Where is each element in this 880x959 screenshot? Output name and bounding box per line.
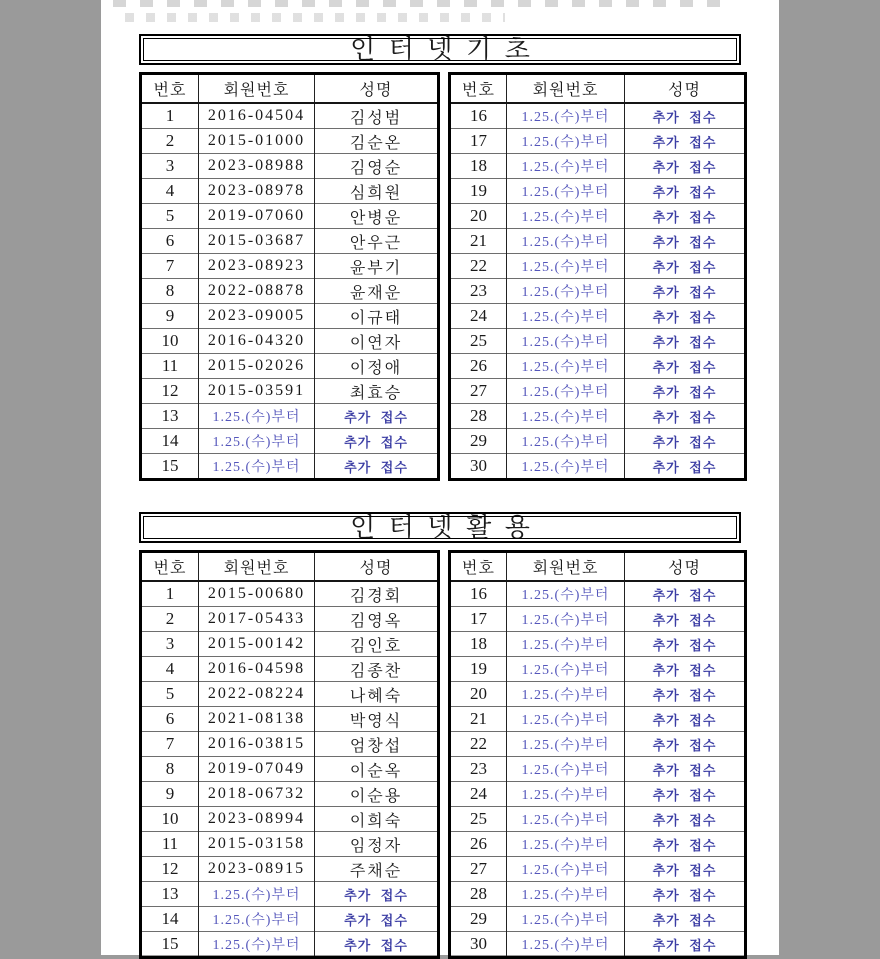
extra-registration-label-cell: 추가 접수: [625, 304, 746, 329]
member-number-cell: 2016-04504: [199, 103, 315, 129]
table-row: [141, 782, 439, 807]
row-number-cell: 5: [141, 204, 199, 229]
col-header-name: 성명: [315, 552, 439, 582]
table-row: [450, 129, 746, 154]
row-number-cell: 17: [450, 129, 507, 154]
member-name-cell: 박영식: [315, 707, 439, 732]
table-row: [141, 429, 439, 454]
extra-registration-label-cell: 추가 접수: [625, 832, 746, 857]
table-row: [450, 354, 746, 379]
extra-registration-date-cell: 1.25.(수)부터: [507, 279, 625, 304]
roster-grid: [139, 550, 741, 959]
extra-registration-date-cell: 1.25.(수)부터: [507, 607, 625, 632]
row-number-cell: 21: [450, 707, 507, 732]
extra-registration-date-cell: 1.25.(수)부터: [507, 404, 625, 429]
table-row: [450, 857, 746, 882]
row-number-cell: 30: [450, 454, 507, 480]
table-row: [450, 707, 746, 732]
row-number-cell: 10: [141, 807, 199, 832]
table-row: [141, 179, 439, 204]
table-row: [141, 454, 439, 480]
member-name-cell: 김성범: [315, 103, 439, 129]
table-title-internet-basics: 인터넷기초: [139, 34, 741, 65]
extra-registration-label-cell: 추가 접수: [625, 757, 746, 782]
member-number-cell: 2015-01000: [199, 129, 315, 154]
col-header-name: 성명: [625, 552, 746, 582]
table-row: [450, 607, 746, 632]
member-name-cell: 이순용: [315, 782, 439, 807]
table-row: [141, 354, 439, 379]
row-number-cell: 13: [141, 404, 199, 429]
extra-registration-date-cell: 1.25.(수)부터: [199, 907, 315, 932]
extra-registration-date-cell: 1.25.(수)부터: [507, 154, 625, 179]
member-number-cell: 2022-08224: [199, 682, 315, 707]
table-row: [450, 404, 746, 429]
extra-registration-label-cell: 추가 접수: [625, 329, 746, 354]
extra-registration-date-cell: 1.25.(수)부터: [507, 932, 625, 958]
row-number-cell: 14: [141, 907, 199, 932]
row-number-cell: 8: [141, 757, 199, 782]
member-number-cell: 2018-06732: [199, 782, 315, 807]
table-row: [450, 279, 746, 304]
row-number-cell: 11: [141, 832, 199, 857]
table-row: [450, 757, 746, 782]
extra-registration-date-cell: 1.25.(수)부터: [199, 404, 315, 429]
extra-registration-label-cell: 추가 접수: [625, 204, 746, 229]
col-header-number: 번호: [141, 74, 199, 104]
table-row: [450, 454, 746, 480]
member-name-cell: 김경회: [315, 581, 439, 607]
member-number-cell: 2019-07060: [199, 204, 315, 229]
table-title-internet-applications: 인터넷활용: [139, 512, 741, 543]
table-row: [450, 832, 746, 857]
section-internet-applications: [101, 481, 779, 959]
row-number-cell: 25: [450, 807, 507, 832]
row-number-cell: 26: [450, 354, 507, 379]
col-header-name: 성명: [315, 74, 439, 104]
extra-registration-date-cell: 1.25.(수)부터: [507, 757, 625, 782]
extra-registration-date-cell: 1.25.(수)부터: [507, 682, 625, 707]
member-number-cell: 2023-09005: [199, 304, 315, 329]
row-number-cell: 15: [141, 932, 199, 958]
table-row: [141, 404, 439, 429]
row-number-cell: 8: [141, 279, 199, 304]
table-row: [450, 429, 746, 454]
row-number-cell: 30: [450, 932, 507, 958]
extra-registration-date-cell: 1.25.(수)부터: [507, 103, 625, 129]
table-row: [450, 179, 746, 204]
table-row: [141, 154, 439, 179]
row-number-cell: 1: [141, 581, 199, 607]
table-row: [450, 254, 746, 279]
extra-registration-date-cell: 1.25.(수)부터: [507, 179, 625, 204]
table-row: [450, 103, 746, 129]
extra-registration-label-cell: 추가 접수: [625, 454, 746, 480]
member-number-cell: 2023-08994: [199, 807, 315, 832]
member-name-cell: 안병운: [315, 204, 439, 229]
member-name-cell: 김순온: [315, 129, 439, 154]
extra-registration-label-cell: 추가 접수: [625, 907, 746, 932]
roster-table-right: [448, 550, 747, 959]
extra-registration-label-cell: 추가 접수: [625, 632, 746, 657]
member-name-cell: 주채순: [315, 857, 439, 882]
row-number-cell: 15: [141, 454, 199, 480]
extra-registration-label-cell: 추가 접수: [625, 179, 746, 204]
table-row: [141, 204, 439, 229]
row-number-cell: 6: [141, 707, 199, 732]
row-number-cell: 20: [450, 682, 507, 707]
extra-registration-label-cell: 추가 접수: [625, 154, 746, 179]
row-number-cell: 24: [450, 304, 507, 329]
table-row: [141, 329, 439, 354]
member-number-cell: 2015-00680: [199, 581, 315, 607]
row-number-cell: 12: [141, 857, 199, 882]
table-row: [450, 882, 746, 907]
header-row: [450, 552, 746, 582]
document-page: [101, 0, 779, 955]
extra-registration-label-cell: 추가 접수: [625, 807, 746, 832]
member-name-cell: 임정자: [315, 832, 439, 857]
row-number-cell: 2: [141, 129, 199, 154]
row-number-cell: 11: [141, 354, 199, 379]
extra-registration-date-cell: 1.25.(수)부터: [507, 707, 625, 732]
extra-registration-date-cell: 1.25.(수)부터: [507, 907, 625, 932]
member-number-cell: 2016-04320: [199, 329, 315, 354]
row-number-cell: 7: [141, 732, 199, 757]
row-number-cell: 19: [450, 657, 507, 682]
extra-registration-date-cell: 1.25.(수)부터: [507, 329, 625, 354]
table-row: [450, 907, 746, 932]
table-row: [141, 682, 439, 707]
table-row: [141, 907, 439, 932]
extra-registration-date-cell: 1.25.(수)부터: [507, 454, 625, 480]
table-row: [450, 329, 746, 354]
extra-registration-date-cell: 1.25.(수)부터: [507, 379, 625, 404]
extra-registration-label-cell: 추가 접수: [625, 707, 746, 732]
extra-registration-label-cell: 추가 접수: [625, 882, 746, 907]
extra-registration-label-cell: 추가 접수: [625, 682, 746, 707]
member-name-cell: 이정애: [315, 354, 439, 379]
member-name-cell: 이순옥: [315, 757, 439, 782]
row-number-cell: 4: [141, 179, 199, 204]
table-row: [450, 682, 746, 707]
table-row: [450, 782, 746, 807]
member-number-cell: 2022-08878: [199, 279, 315, 304]
row-number-cell: 19: [450, 179, 507, 204]
extra-registration-date-cell: 1.25.(수)부터: [507, 732, 625, 757]
table-row: [141, 707, 439, 732]
extra-registration-date-cell: 1.25.(수)부터: [507, 882, 625, 907]
extra-registration-label-cell: 추가 접수: [625, 857, 746, 882]
extra-registration-date-cell: 1.25.(수)부터: [507, 782, 625, 807]
table-row: [141, 757, 439, 782]
col-header-name: 성명: [625, 74, 746, 104]
table-row: [141, 932, 439, 958]
header-row: [450, 74, 746, 104]
roster-table-left: [139, 72, 440, 481]
extra-registration-label-cell: 추가 접수: [625, 581, 746, 607]
row-number-cell: 3: [141, 154, 199, 179]
col-header-member-id: 회원번호: [199, 74, 315, 104]
table-row: [141, 581, 439, 607]
table-row: [450, 229, 746, 254]
extra-registration-date-cell: 1.25.(수)부터: [507, 581, 625, 607]
row-number-cell: 26: [450, 832, 507, 857]
row-number-cell: 16: [450, 581, 507, 607]
row-number-cell: 14: [141, 429, 199, 454]
member-number-cell: 2015-03591: [199, 379, 315, 404]
member-name-cell: 이희숙: [315, 807, 439, 832]
roster-table-right: [448, 72, 747, 481]
row-number-cell: 4: [141, 657, 199, 682]
extra-registration-label-cell: 추가 접수: [315, 454, 439, 480]
extra-registration-label-cell: 추가 접수: [625, 279, 746, 304]
row-number-cell: 21: [450, 229, 507, 254]
section-internet-basics: [101, 0, 779, 481]
extra-registration-label-cell: 추가 접수: [625, 129, 746, 154]
extra-registration-label-cell: 추가 접수: [625, 932, 746, 958]
extra-registration-date-cell: 1.25.(수)부터: [507, 304, 625, 329]
member-name-cell: 이연자: [315, 329, 439, 354]
table-row: [141, 882, 439, 907]
header-row: [141, 552, 439, 582]
roster-grid: [139, 72, 741, 481]
row-number-cell: 16: [450, 103, 507, 129]
table-row: [141, 607, 439, 632]
row-number-cell: 22: [450, 732, 507, 757]
extra-registration-date-cell: 1.25.(수)부터: [507, 657, 625, 682]
extra-registration-date-cell: 1.25.(수)부터: [507, 632, 625, 657]
table-row: [450, 657, 746, 682]
member-number-cell: 2019-07049: [199, 757, 315, 782]
member-number-cell: 2015-02026: [199, 354, 315, 379]
member-name-cell: 이규태: [315, 304, 439, 329]
extra-registration-label-cell: 추가 접수: [625, 782, 746, 807]
extra-registration-label-cell: 추가 접수: [315, 882, 439, 907]
extra-registration-date-cell: 1.25.(수)부터: [507, 354, 625, 379]
table-row: [450, 732, 746, 757]
table-row: [450, 204, 746, 229]
roster-table-left: [139, 550, 440, 959]
extra-registration-label-cell: 추가 접수: [315, 907, 439, 932]
member-number-cell: 2015-03687: [199, 229, 315, 254]
table-row: [141, 807, 439, 832]
col-header-number: 번호: [450, 74, 507, 104]
row-number-cell: 2: [141, 607, 199, 632]
member-number-cell: 2015-00142: [199, 632, 315, 657]
member-name-cell: 김영순: [315, 154, 439, 179]
table-row: [141, 857, 439, 882]
extra-registration-date-cell: 1.25.(수)부터: [507, 254, 625, 279]
extra-registration-date-cell: 1.25.(수)부터: [199, 882, 315, 907]
row-number-cell: 28: [450, 404, 507, 429]
member-name-cell: 엄창섭: [315, 732, 439, 757]
table-row: [141, 254, 439, 279]
extra-registration-label-cell: 추가 접수: [315, 404, 439, 429]
row-number-cell: 1: [141, 103, 199, 129]
table-row: [450, 154, 746, 179]
table-row: [450, 632, 746, 657]
table-row: [141, 229, 439, 254]
extra-registration-label-cell: 추가 접수: [625, 429, 746, 454]
member-number-cell: 2023-08923: [199, 254, 315, 279]
table-row: [450, 581, 746, 607]
header-row: [141, 74, 439, 104]
extra-registration-label-cell: 추가 접수: [625, 404, 746, 429]
table-row: [141, 129, 439, 154]
row-number-cell: 28: [450, 882, 507, 907]
extra-registration-label-cell: 추가 접수: [625, 657, 746, 682]
extra-registration-label-cell: 추가 접수: [625, 254, 746, 279]
extra-registration-date-cell: 1.25.(수)부터: [507, 204, 625, 229]
row-number-cell: 24: [450, 782, 507, 807]
extra-registration-label-cell: 추가 접수: [315, 429, 439, 454]
table-row: [450, 932, 746, 958]
table-row: [141, 732, 439, 757]
extra-registration-date-cell: 1.25.(수)부터: [507, 229, 625, 254]
row-number-cell: 18: [450, 632, 507, 657]
member-name-cell: 김종찬: [315, 657, 439, 682]
row-number-cell: 22: [450, 254, 507, 279]
row-number-cell: 9: [141, 782, 199, 807]
row-number-cell: 20: [450, 204, 507, 229]
row-number-cell: 9: [141, 304, 199, 329]
extra-registration-label-cell: 추가 접수: [625, 732, 746, 757]
member-number-cell: 2015-03158: [199, 832, 315, 857]
row-number-cell: 10: [141, 329, 199, 354]
table-row: [141, 304, 439, 329]
col-header-member-id: 회원번호: [199, 552, 315, 582]
table-row: [450, 379, 746, 404]
extra-registration-date-cell: 1.25.(수)부터: [507, 129, 625, 154]
extra-registration-date-cell: 1.25.(수)부터: [199, 932, 315, 958]
extra-registration-date-cell: 1.25.(수)부터: [507, 832, 625, 857]
member-number-cell: 2016-03815: [199, 732, 315, 757]
col-header-number: 번호: [141, 552, 199, 582]
row-number-cell: 6: [141, 229, 199, 254]
row-number-cell: 13: [141, 882, 199, 907]
member-name-cell: 나혜숙: [315, 682, 439, 707]
extra-registration-date-cell: 1.25.(수)부터: [507, 857, 625, 882]
member-name-cell: 안우근: [315, 229, 439, 254]
member-name-cell: 김인호: [315, 632, 439, 657]
col-header-member-id: 회원번호: [507, 74, 625, 104]
table-row: [450, 304, 746, 329]
extra-registration-label-cell: 추가 접수: [625, 379, 746, 404]
row-number-cell: 12: [141, 379, 199, 404]
row-number-cell: 17: [450, 607, 507, 632]
member-name-cell: 김영옥: [315, 607, 439, 632]
row-number-cell: 27: [450, 857, 507, 882]
member-number-cell: 2023-08915: [199, 857, 315, 882]
row-number-cell: 23: [450, 279, 507, 304]
table-row: [141, 657, 439, 682]
extra-registration-label-cell: 추가 접수: [315, 932, 439, 958]
member-number-cell: 2017-05433: [199, 607, 315, 632]
member-number-cell: 2023-08988: [199, 154, 315, 179]
extra-registration-label-cell: 추가 접수: [625, 354, 746, 379]
row-number-cell: 29: [450, 429, 507, 454]
row-number-cell: 18: [450, 154, 507, 179]
row-number-cell: 3: [141, 632, 199, 657]
row-number-cell: 25: [450, 329, 507, 354]
extra-registration-label-cell: 추가 접수: [625, 229, 746, 254]
member-number-cell: 2016-04598: [199, 657, 315, 682]
member-number-cell: 2023-08978: [199, 179, 315, 204]
member-name-cell: 최효승: [315, 379, 439, 404]
col-header-member-id: 회원번호: [507, 552, 625, 582]
table-row: [141, 279, 439, 304]
extra-registration-label-cell: 추가 접수: [625, 607, 746, 632]
extra-registration-date-cell: 1.25.(수)부터: [199, 429, 315, 454]
member-number-cell: 2021-08138: [199, 707, 315, 732]
extra-registration-date-cell: 1.25.(수)부터: [507, 429, 625, 454]
table-row: [450, 807, 746, 832]
row-number-cell: 7: [141, 254, 199, 279]
extra-registration-date-cell: 1.25.(수)부터: [199, 454, 315, 480]
table-row: [141, 632, 439, 657]
member-name-cell: 심희원: [315, 179, 439, 204]
table-row: [141, 832, 439, 857]
row-number-cell: 5: [141, 682, 199, 707]
table-row: [141, 103, 439, 129]
row-number-cell: 23: [450, 757, 507, 782]
row-number-cell: 29: [450, 907, 507, 932]
table-row: [141, 379, 439, 404]
member-name-cell: 윤부기: [315, 254, 439, 279]
col-header-number: 번호: [450, 552, 507, 582]
row-number-cell: 27: [450, 379, 507, 404]
member-name-cell: 윤재운: [315, 279, 439, 304]
extra-registration-date-cell: 1.25.(수)부터: [507, 807, 625, 832]
extra-registration-label-cell: 추가 접수: [625, 103, 746, 129]
